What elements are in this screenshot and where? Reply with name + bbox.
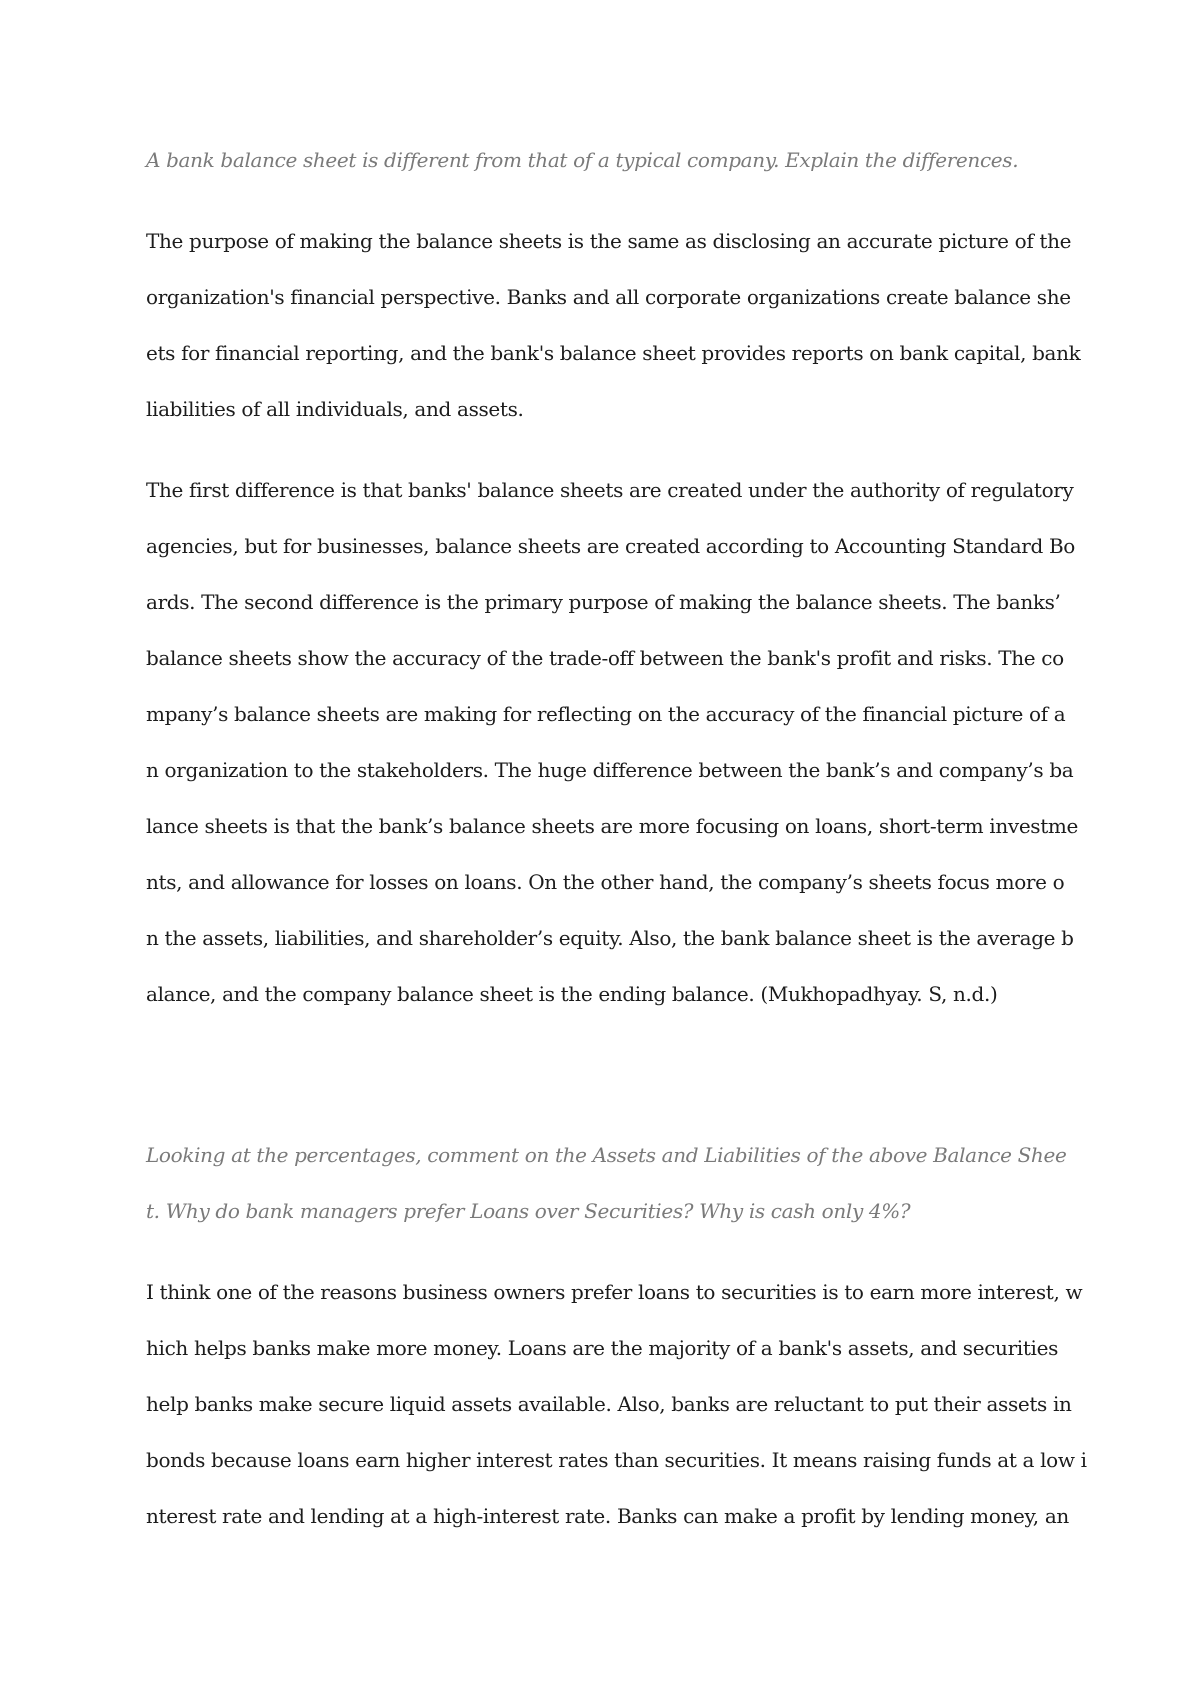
question-2-line: t. Why do bank managers prefer Loans over Securities? Why is cash only 4%? (146, 1199, 911, 1223)
paragraph-2-line: mpany’s balance sheets are making for reflecting on the accuracy of the financial picture of a (146, 702, 1066, 726)
paragraph-2-line: agencies, but for businesses, balance sheets are created according to Accounting Standard Bo (146, 534, 1075, 558)
paragraph-1-line: organization's financial perspective. Banks and all corporate organizations create balance she (146, 285, 1071, 309)
paragraph-2-line: n the assets, liabilities, and shareholder’s equity. Also, the bank balance sheet is the average b (146, 926, 1074, 950)
paragraph-2-line: lance sheets is that the bank’s balance sheets are more focusing on loans, short-term investme (146, 814, 1079, 838)
question-1-line: A bank balance sheet is different from that of a typical company. Explain the differences. (146, 148, 1019, 172)
paragraph-2-line: ards. The second difference is the primary purpose of making the balance sheets. The banks’ (146, 590, 1061, 614)
paragraph-2-line: n organization to the stakeholders. The huge difference between the bank’s and company’s ba (146, 758, 1074, 782)
paragraph-3-line: nterest rate and lending at a high-interest rate. Banks can make a profit by lending money, an (146, 1504, 1069, 1528)
paragraph-3-line: hich helps banks make more money. Loans are the majority of a bank's assets, and securities (146, 1336, 1058, 1360)
paragraph-2-line: alance, and the company balance sheet is the ending balance. (Mukhopadhyay. S, n.d.) (146, 982, 998, 1006)
paragraph-3-line: bonds because loans earn higher interest rates than securities. It means raising funds at a low i (146, 1448, 1087, 1472)
question-2-line: Looking at the percentages, comment on the Assets and Liabilities of the above Balance Shee (146, 1143, 1067, 1167)
paragraph-2-line: balance sheets show the accuracy of the trade-off between the bank's profit and risks. The co (146, 646, 1064, 670)
paragraph-1-line: The purpose of making the balance sheets is the same as disclosing an accurate picture of the (146, 229, 1072, 253)
paragraph-2-line: The first difference is that banks' balance sheets are created under the authority of regulatory (146, 478, 1074, 502)
paragraph-1-line: liabilities of all individuals, and assets. (146, 397, 524, 421)
paragraph-3-line: I think one of the reasons business owners prefer loans to securities is to earn more interest, w (146, 1280, 1083, 1304)
paragraph-2-line: nts, and allowance for losses on loans. On the other hand, the company’s sheets focus more o (146, 870, 1065, 894)
paragraph-1-line: ets for financial reporting, and the bank's balance sheet provides reports on bank capital, bank (146, 341, 1081, 365)
paragraph-3-line: help banks make secure liquid assets available. Also, banks are reluctant to put their assets in (146, 1392, 1072, 1416)
